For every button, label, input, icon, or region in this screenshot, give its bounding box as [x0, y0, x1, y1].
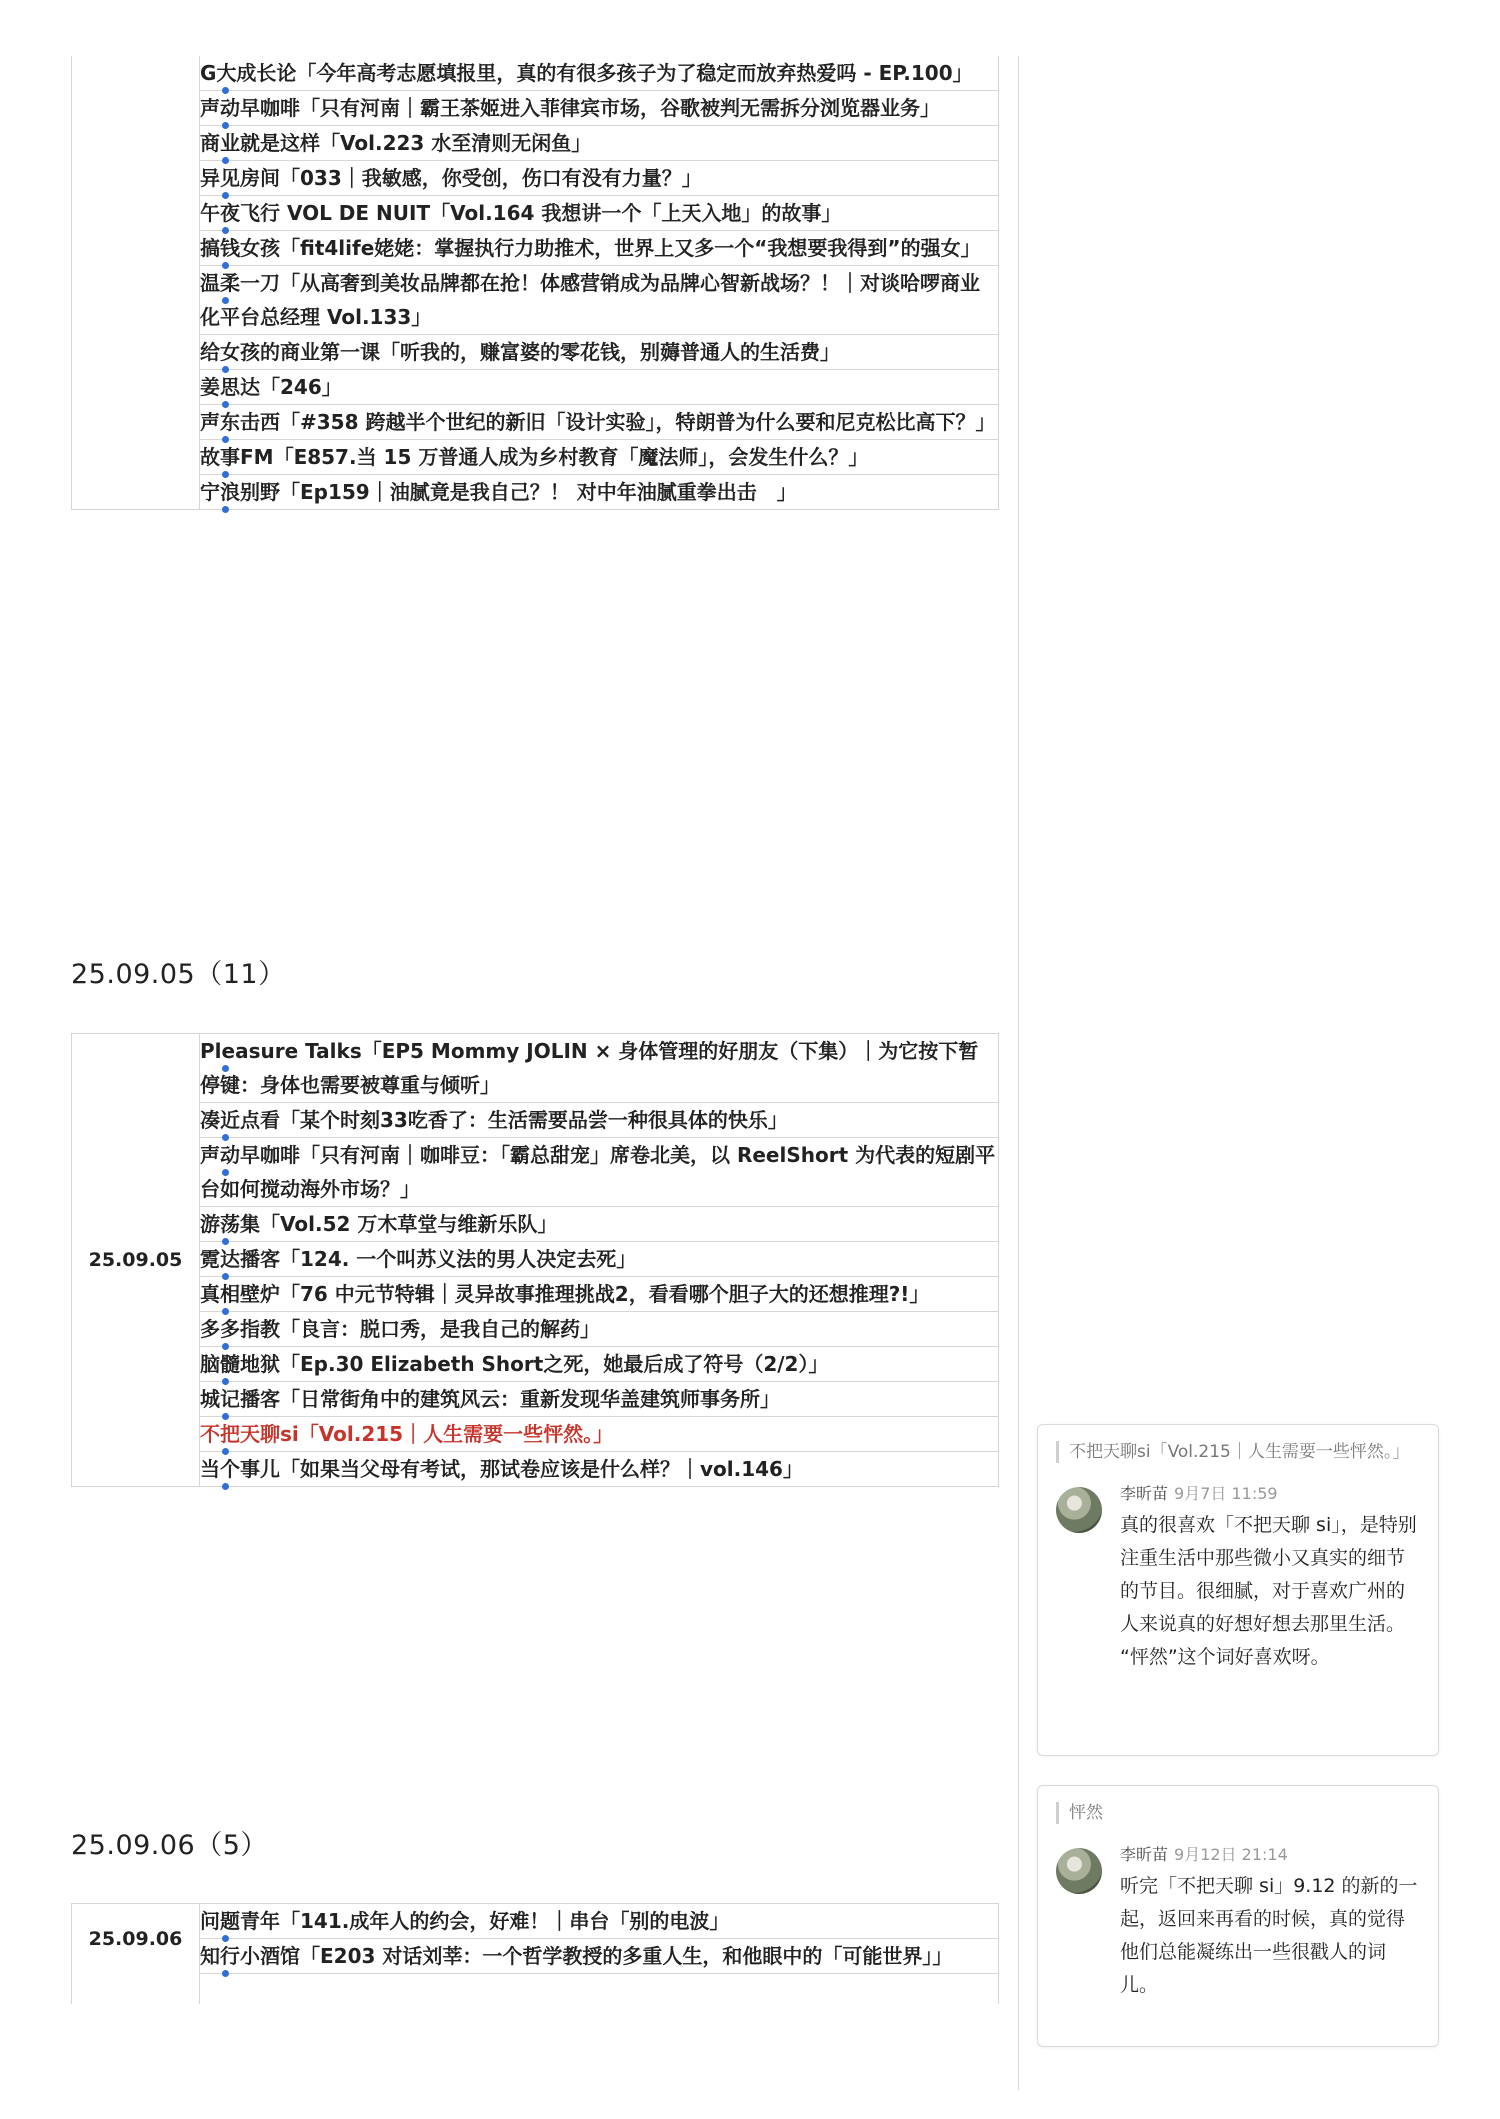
comment-quote-title[interactable]: 怦然 [1056, 1802, 1420, 1824]
comment-quote-title[interactable]: 不把天聊si「Vol.215｜人生需要一些怦然。」 [1056, 1441, 1420, 1463]
comment-time: 9月12日 21:14 [1174, 1845, 1288, 1864]
avatar[interactable] [1056, 1848, 1102, 1894]
comment-author[interactable]: 李昕苗 [1120, 1845, 1169, 1864]
episode-item[interactable]: 搞钱女孩「fit4life姥姥：掌握执行力助推术，世界上又多一个“我想要我得到”的强女」 [200, 231, 999, 266]
sidebar-divider [1018, 56, 1019, 2090]
episode-item[interactable]: 知行小酒馆「E203 对话刘莘：一个哲学教授的多重人生，和他眼中的「可能世界」」 [200, 1939, 999, 1974]
date-heading-0905: 25.09.05（11） [71, 959, 286, 990]
episode-item[interactable]: 故事FM「E857.当 15 万普通人成为乡村教育「魔法师」，会发生什么？」 [200, 440, 999, 475]
episode-item[interactable]: 当个事儿「如果当父母有考试，那试卷应该是什么样？｜vol.146」 [200, 1452, 999, 1487]
episode-item-empty [200, 1974, 999, 2005]
episode-item[interactable]: 声动早咖啡「只有河南｜咖啡豆：「霸总甜宠」席卷北美，以 ReelShort 为代表的短剧平台如何搅动海外市场？」 [200, 1138, 999, 1207]
episode-item[interactable]: 霓达播客「124. 一个叫苏义法的男人决定去死」 [200, 1242, 999, 1277]
episode-item[interactable]: 问题青年「141.成年人的约会，好难！｜串台「别的电波」 [200, 1904, 999, 1939]
comment-meta [1120, 1483, 1420, 1505]
episode-item[interactable]: 多多指教「良言：脱口秀，是我自己的解药」 [200, 1312, 999, 1347]
episode-item[interactable]: 给女孩的商业第一课「听我的，赚富婆的零花钱，别薅普通人的生活费」 [200, 335, 999, 370]
episode-item[interactable]: 宁浪别野「Ep159｜油腻竟是我自己？！ 对中年油腻重拳出击 」 [200, 475, 999, 510]
episode-item[interactable]: 凑近点看「某个时刻33吃香了：生活需要品尝一种很具体的快乐」 [200, 1103, 999, 1138]
comment-text-line: 真的很喜欢「不把天聊 si」，是特别注重生活中那些微小又真实的细节的节目。很细腻，对于喜欢广州的人来说真的好想好想去那里生活。 [1120, 1514, 1417, 1635]
episode-item[interactable]: 姜思达「246」 [200, 370, 999, 405]
comment-card [1037, 1785, 1439, 2047]
episode-item[interactable]: 城记播客「日常街角中的建筑风云：重新发现华盖建筑师事务所」 [200, 1382, 999, 1417]
episode-item[interactable]: 午夜飞行 VOL DE NUIT「Vol.164 我想讲一个「上天入地」的故事」 [200, 196, 999, 231]
episode-item-highlighted[interactable]: 不把天聊si「Vol.215｜人生需要一些怦然。」 [200, 1417, 999, 1452]
comment-text-line: 听完「不把天聊 si」9.12 的新的一起，返回来再看的时候，真的觉得他们总能凝练出一些很戳人的词儿。 [1120, 1875, 1418, 1996]
episode-table-0905 [71, 1033, 999, 1487]
episode-table-previous [71, 56, 999, 510]
comment-time: 9月7日 11:59 [1174, 1484, 1278, 1503]
episode-item[interactable]: 异见房间「033｜我敏感，你受创，伤口有没有力量？」 [200, 161, 999, 196]
comment-text-line: “怦然”这个词好喜欢呀。 [1120, 1646, 1330, 1668]
episode-item[interactable]: 温柔一刀「从高奢到美妆品牌都在抢！体感营销成为品牌心智新战场？！｜对谈哈啰商业化平台总经理 Vol.133」 [200, 266, 999, 335]
episode-item[interactable]: 声动早咖啡「只有河南｜霸王茶姬进入菲律宾市场，谷歌被判无需拆分浏览器业务」 [200, 91, 999, 126]
episode-item[interactable]: 游荡集「Vol.52 万木草堂与维新乐队」 [200, 1207, 999, 1242]
date-cell-0905: 25.09.05 [72, 1034, 200, 1487]
episode-item[interactable]: G大成长论「今年高考志愿填报里，真的有很多孩子为了稳定而放弃热爱吗 - EP.100」 [200, 56, 999, 91]
comment-meta [1120, 1844, 1420, 1866]
date-cell-0906: 25.09.06 [72, 1904, 200, 2005]
comment-text [1120, 1870, 1420, 2002]
date-heading-0906: 25.09.06（5） [71, 1830, 268, 1861]
episode-table-0906 [71, 1903, 999, 2004]
episode-item[interactable]: 脑髓地狱「Ep.30 Elizabeth Short之死，她最后成了符号（2/2）」 [200, 1347, 999, 1382]
episode-item[interactable]: 声东击西「#358 跨越半个世纪的新旧「设计实验」，特朗普为什么要和尼克松比高下？」 [200, 405, 999, 440]
date-cell [72, 56, 200, 510]
episode-item[interactable]: Pleasure Talks「EP5 Mommy JOLIN × 身体管理的好朋友（下集）｜为它按下暂停键：身体也需要被尊重与倾听」 [200, 1034, 999, 1103]
comment-card [1037, 1424, 1439, 1756]
episode-item[interactable]: 真相壁炉「76 中元节特辑｜灵异故事推理挑战2，看看哪个胆子大的还想推理?!」 [200, 1277, 999, 1312]
comment-author[interactable]: 李昕苗 [1120, 1484, 1169, 1503]
avatar[interactable] [1056, 1487, 1102, 1533]
comment-text [1120, 1509, 1420, 1674]
comment-body [1056, 1844, 1420, 2002]
comment-body [1056, 1483, 1420, 1674]
episode-item[interactable]: 商业就是这样「Vol.223 水至清则无闲鱼」 [200, 126, 999, 161]
